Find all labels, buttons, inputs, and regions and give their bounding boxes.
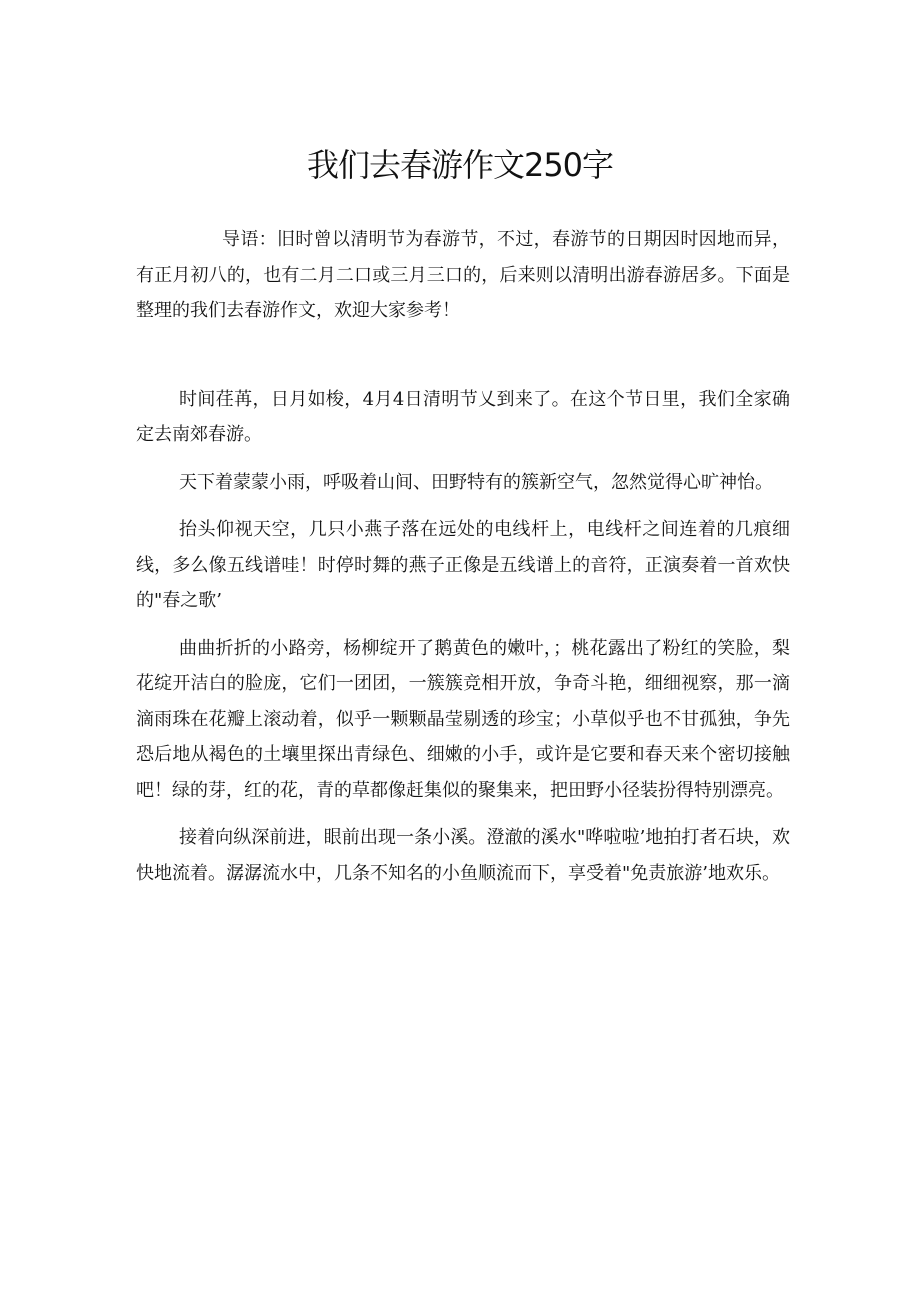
document-body	[136, 222, 790, 903]
paragraph-3: 抬头仰视天空，几只小燕子落在远处的电线杆上，电线杆之间连着的几痕细线，多么像五线谱哇！时停时舞的燕子正像是五线谱上的音符，正演奏着一首欢快的"春之歌’	[136, 519, 790, 611]
paragraph-1: 时间荏苒，日月如梭，4月4日清明节乂到来了。在这个节日里，我们全家确定去南郊春游。	[136, 388, 790, 445]
paragraph-2: 天下着蒙蒙小雨，呼吸着山间、田野特有的簇新空气，忽然觉得心旷神怡。	[179, 471, 773, 493]
paragraph-5: 接着向纵深前进，眼前出现一条小溪。澄澈的溪水"哗啦啦’地拍打者石块，欢快地流着。潺潺流水中，几条不知名的小鱼顺流而下，享受着"免责旅游’地欢乐。	[136, 827, 790, 884]
paragraph-4: 曲曲折折的小路旁，杨柳绽开了鹅黄色的嫩叶，；桃花露出了粉红的笑脸，梨花绽开洁白的脸庞，它们一团团，一簇簇竞相开放，争奇斗艳，细细视察，那一滴滴雨珠在花瓣上滚动着，似乎一颗颗晶莹剔透的珍宝；小草似乎也不甘孤独，争先恐后地从褐色的土壤里探出青绿色、细嫩的小手，或许是它要和春天来个密切接触吧！绿的芽，红的花，青的草都像赶集似的聚集来，把田野小径装扮得特别漂亮。	[136, 637, 790, 801]
intro-paragraph: 导语：旧时曾以清明节为春游节，不过，春游节的日期因时因地而异，有正月初八的，也有二月二口或三月三口的，后来则以清明出游春游居多。下面是整理的我们去春游作文，欢迎大家参考！	[136, 229, 790, 321]
document-title: 我们去春游作文250字	[306, 146, 614, 184]
